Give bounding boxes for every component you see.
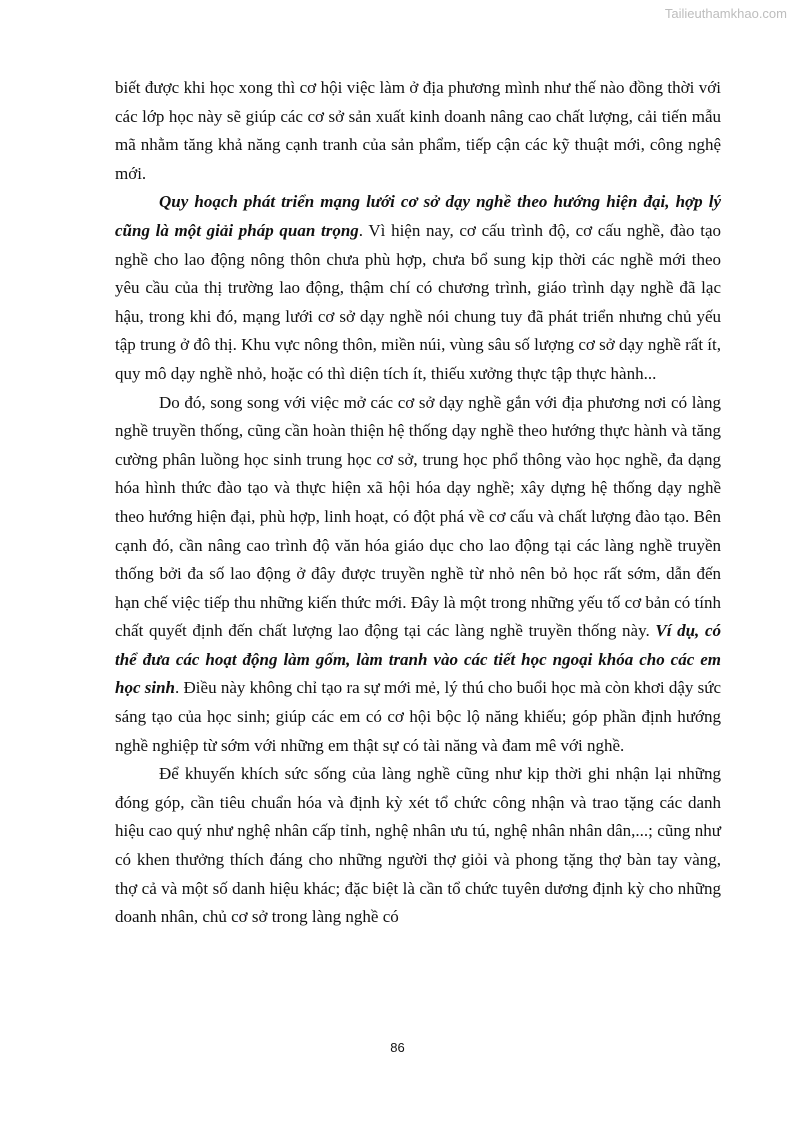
paragraph-1: biết được khi học xong thì cơ hội việc làm ở địa phương mình như thế nào đồng thời với các lớp học này sẽ giúp các cơ sở sản xuất kinh doanh nâng cao chất lượng, cải tiến mẫu mã nhằm tăng khả năng cạnh tranh của sản phẩm, tiếp cận các kỹ thuật mới, công nghệ mới. — [115, 78, 721, 183]
paragraph-3-emphasis: Ví dụ, có thể đưa các hoạt động làm gốm, làm tranh vào các tiết học ngoại khóa cho các em học sinh — [115, 621, 722, 698]
document-body — [115, 74, 721, 932]
page-number: 86 — [390, 1040, 405, 1055]
paragraph-2 — [115, 188, 721, 388]
paragraph-4: Để khuyến khích sức sống của làng nghề cũng như kịp thời ghi nhận lại những đóng góp, cần tiêu chuẩn hóa và định kỳ xét tổ chức công nhận và trao tặng các danh hiệu cao quý như nghệ nhân cấp tỉnh, nghệ nhân ưu tú, nghệ nhân nhân dân,...; cũng như có khen thưởng thích đáng cho những người thợ giỏi và phong tặng thợ bàn tay vàng, thợ cả và một số danh hiệu khác; đặc biệt là cần tổ chức tuyên dương định kỳ cho những doanh nhân, chủ cơ sở trong làng nghề có — [115, 764, 721, 927]
paragraph-2-text: . Vì hiện nay, cơ cấu trình độ, cơ cấu nghề, đào tạo nghề cho lao động nông thôn chưa phù hợp, chưa bổ sung kịp thời các nghề mới theo yêu cầu của thị trường lao động, thậm chí có chương trình, giáo trình dạy nghề đã lạc hậu, trong khi đó, mạng lưới cơ sở dạy nghề nói chung tuy đã phát triển nhưng chủ yếu tập trung ở đô thị. Khu vực nông thôn, miền núi, vùng sâu số lượng cơ sở dạy nghề rất ít, quy mô dạy nghề nhỏ, hoặc có thì diện tích ít, thiếu xưởng thực tập thực hành... — [115, 220, 721, 383]
paragraph-3-text: Do đó, song song với việc mở các cơ sở dạy nghề gắn với địa phương nơi có làng nghề truyền thống, cũng cần hoàn thiện hệ thống dạy nghề theo hướng thực hành và tăng cường phân luồng học sinh trung học cơ sở, trung học phổ thông vào học nghề, đa dạng hóa hình thức đào tạo và thực hiện xã hội hóa dạy nghề; xây dựng hệ thống dạy nghề theo hướng hiện đại, phù hợp, linh hoạt, có đột phá về cơ cấu và chất lượng đào tạo. Bên cạnh đó, cần nâng cao trình độ văn hóa giáo dục cho lao động tại các làng nghề truyền thống bởi đa số lao động ở đây được truyền nghề từ nhỏ nên bỏ học rất sớm, dẫn đến hạn chế việc tiếp thu những kiến thức mới. Đây là một trong những yếu tố cơ bản có tính chất quyết định đến chất lượng lao động tại các làng nghề truyền thống này. — [115, 392, 721, 641]
watermark-text: Tailieuthamkhao.com — [664, 6, 787, 21]
paragraph-3-text-after: . Điều này không chỉ tạo ra sự mới mẻ, lý thú cho buổi học mà còn khơi dậy sức sáng tạo của học sinh; giúp các em có cơ hội bộc lộ năng khiếu; góp phần định hướng nghề nghiệp từ sớm với những em thật sự có tài năng và đam mê với nghề. — [115, 678, 722, 755]
paragraph-2-emphasis: Quy hoạch phát triển mạng lưới cơ sở dạy nghề theo hướng hiện đại, hợp lý cũng là một giải pháp quan trọng — [115, 192, 721, 240]
paragraph-3 — [115, 389, 721, 761]
